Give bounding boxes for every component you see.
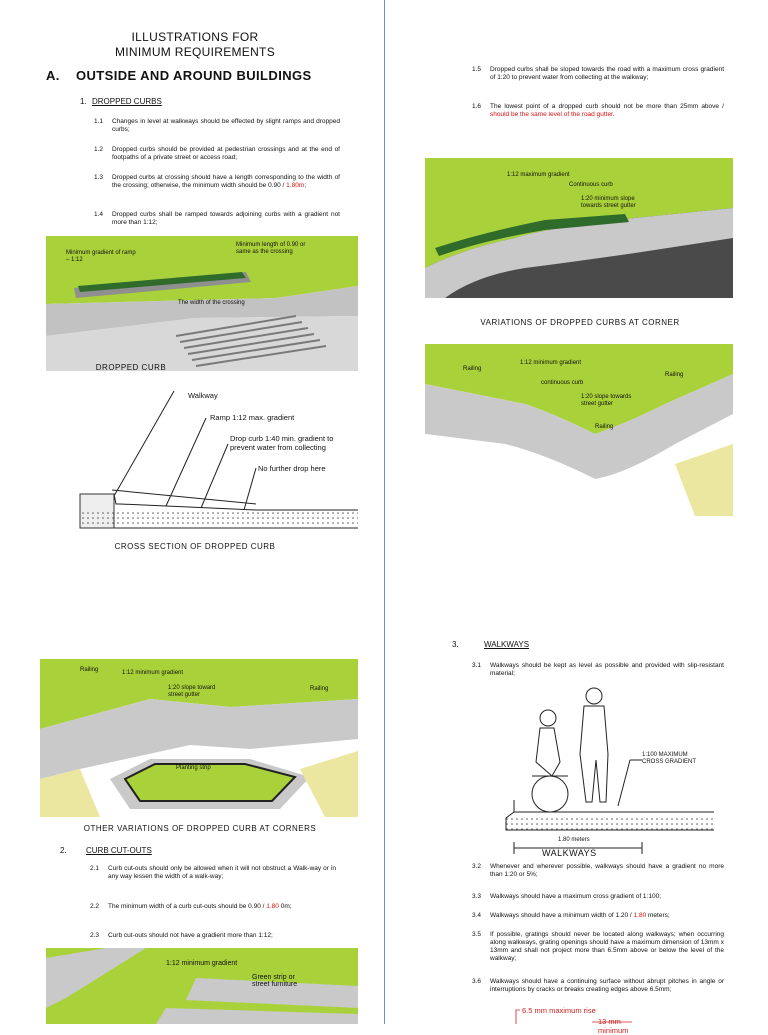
note-min-length: Minimum length of 0.90 or same as the crossing: [236, 242, 306, 255]
note-railing-3: Railing: [595, 424, 614, 430]
label-cross-gradient: 1:100 MAXIMUM CROSS GRADIENT: [642, 752, 697, 765]
page-divider: [384, 0, 385, 1024]
curb-cutouts-heading: 2. CURB CUT-OUTS: [60, 846, 152, 855]
note-railing-2: Railing: [665, 372, 684, 378]
section-a-heading: A. OUTSIDE AND AROUND BUILDINGS: [46, 68, 312, 83]
item-1-3: 1.3 Dropped curbs at crossing should have a length corresponding to the width of the crossing; otherwise, the minimum width should be 0.90 / 1.80m;: [94, 174, 340, 189]
note-continuous-curb: Continuous curb: [569, 182, 613, 188]
label-drop-curb: Drop curb 1:40 min. gradient to prevent water from collecting: [230, 434, 334, 452]
walkways-heading: 3. WALKWAYS: [452, 640, 530, 649]
note-min-slope: 1:20 minimum slope towards street gutter: [581, 196, 636, 209]
note-railing-right: Railing: [310, 686, 329, 692]
label-max-rise: 6.5 mm maximum rise: [522, 1006, 596, 1015]
item-2-2: 2.2 The minimum width of a curb cut-outs should be 0.90 / 1.80 0m;: [90, 903, 292, 910]
item-3-3: 3.3 Walkways should have a maximum cross gradient of 1:100;: [472, 893, 662, 900]
note-green-strip: Green strip or street furniture: [252, 974, 298, 988]
label-walkway-width: 1.80 meters: [558, 837, 590, 843]
note-min-gradient: Minimum gradient of ramp – 1:12: [66, 250, 136, 263]
note-cutout-gradient: 1:12 minimum gradient: [166, 960, 238, 967]
note-crossing-width: The width of the crossing: [178, 300, 245, 306]
item-1-2: 1.2 Dropped curbs should be provided at pedestrian crossings and at the end of footpaths of a private street or access road;: [94, 146, 340, 161]
item-1-6: 1.6 The lowest point of a dropped curb should not be more than 25mm above / should be the same level of the road gutter.: [472, 103, 724, 118]
walkway-illustration: [480, 682, 720, 862]
item-3-1: 3.1 Walkways should be kept as level as possible and provided with slip-resistant material;: [472, 662, 724, 677]
note-continuous-curb-2: continuous curb: [541, 380, 584, 386]
item-1-4: 1.4 Dropped curbs shall be ramped towards adjoining curbs with a gradient not more than 1:12;: [94, 211, 340, 226]
cross-section-diagram: [76, 386, 360, 540]
item-1-1: 1.1 Changes in level at walkways should be effected by slight ramps and dropped curbs;: [94, 118, 340, 133]
item-3-5: 3.5 If possible, gratings should never be located along walkways; when occurring along walkways, grating openings should have a maximum dimension of 13mm x 13mm and shall not project more than 6.5mm above or below the level of the walkway;: [472, 931, 724, 962]
label-ramp: Ramp 1:12 max. gradient: [210, 413, 295, 422]
corner-variation-illustration: [40, 659, 358, 817]
curb-cutout-illustration: [46, 948, 358, 1024]
corner-railing-illustration: [425, 344, 733, 516]
item-3-2: 3.2 Whenever and wherever possible, walkways should have a gradient no more than 1:20 or 5%;: [472, 863, 724, 878]
caption-walkways: WALKWAYS: [542, 848, 597, 858]
item-2-3: 2.3 Curb cut-outs should not have a gradient more than 1:12;: [90, 932, 273, 939]
item-2-1: 2.1 Curb cut-outs should only be allowed when it will not obstruct a Walk-way or in any way lessen the width of a walk-way;: [90, 865, 336, 880]
caption-dropped-curb: DROPPED CURB: [95, 363, 167, 372]
caption-cross-section: CROSS SECTION OF DROPPED CURB: [114, 542, 276, 551]
rise-diagram: [512, 1006, 652, 1035]
item-3-6: 3.6 Walkways should have a continuing surface without abrupt pitches in angle or interruptions by cracks or breaks creating edges above 6.5mm;: [472, 978, 724, 993]
page-title: ILLUSTRATIONS FOR MINIMUM REQUIREMENTS: [115, 30, 275, 59]
item-3-4: 3.4 Walkways should have a minimum width of 1.20 / 1.80 meters;: [472, 912, 670, 919]
note-slope-2: 1:20 slope towards street gutter: [581, 394, 632, 407]
caption-other-variations: OTHER VARIATIONS OF DROPPED CURB AT CORNERS: [83, 824, 317, 833]
note-railing-left: Railing: [80, 667, 99, 673]
note-min-gradient-2: 1:12 minimum gradient: [520, 360, 582, 366]
caption-variations-corner: VARIATIONS OF DROPPED CURBS AT CORNER: [480, 318, 680, 327]
note-railing-1: Railing: [463, 366, 482, 372]
item-1-5: 1.5 Dropped curbs shall be sloped towards the road with a maximum cross gradient of 1:20 to prevent water from collecting at the walkway;: [472, 66, 724, 81]
dropped-curb-illustration: [46, 236, 358, 371]
corner-curb-illustration: [425, 158, 733, 298]
label-walkway: Walkway: [188, 391, 218, 400]
note-12-gradient: 1:12 minimum gradient: [122, 670, 184, 676]
label-no-further-drop: No further drop here: [258, 464, 326, 473]
note-max-gradient: 1:12 maximum gradient: [507, 172, 570, 178]
dropped-curbs-heading: 1. DROPPED CURBS: [80, 97, 162, 106]
label-min-13mm: 13 mm minimum: [598, 1017, 629, 1035]
note-planting-strip: Planting strip: [176, 765, 211, 771]
note-20-slope: 1:20 slope toward street gutter: [168, 685, 216, 698]
